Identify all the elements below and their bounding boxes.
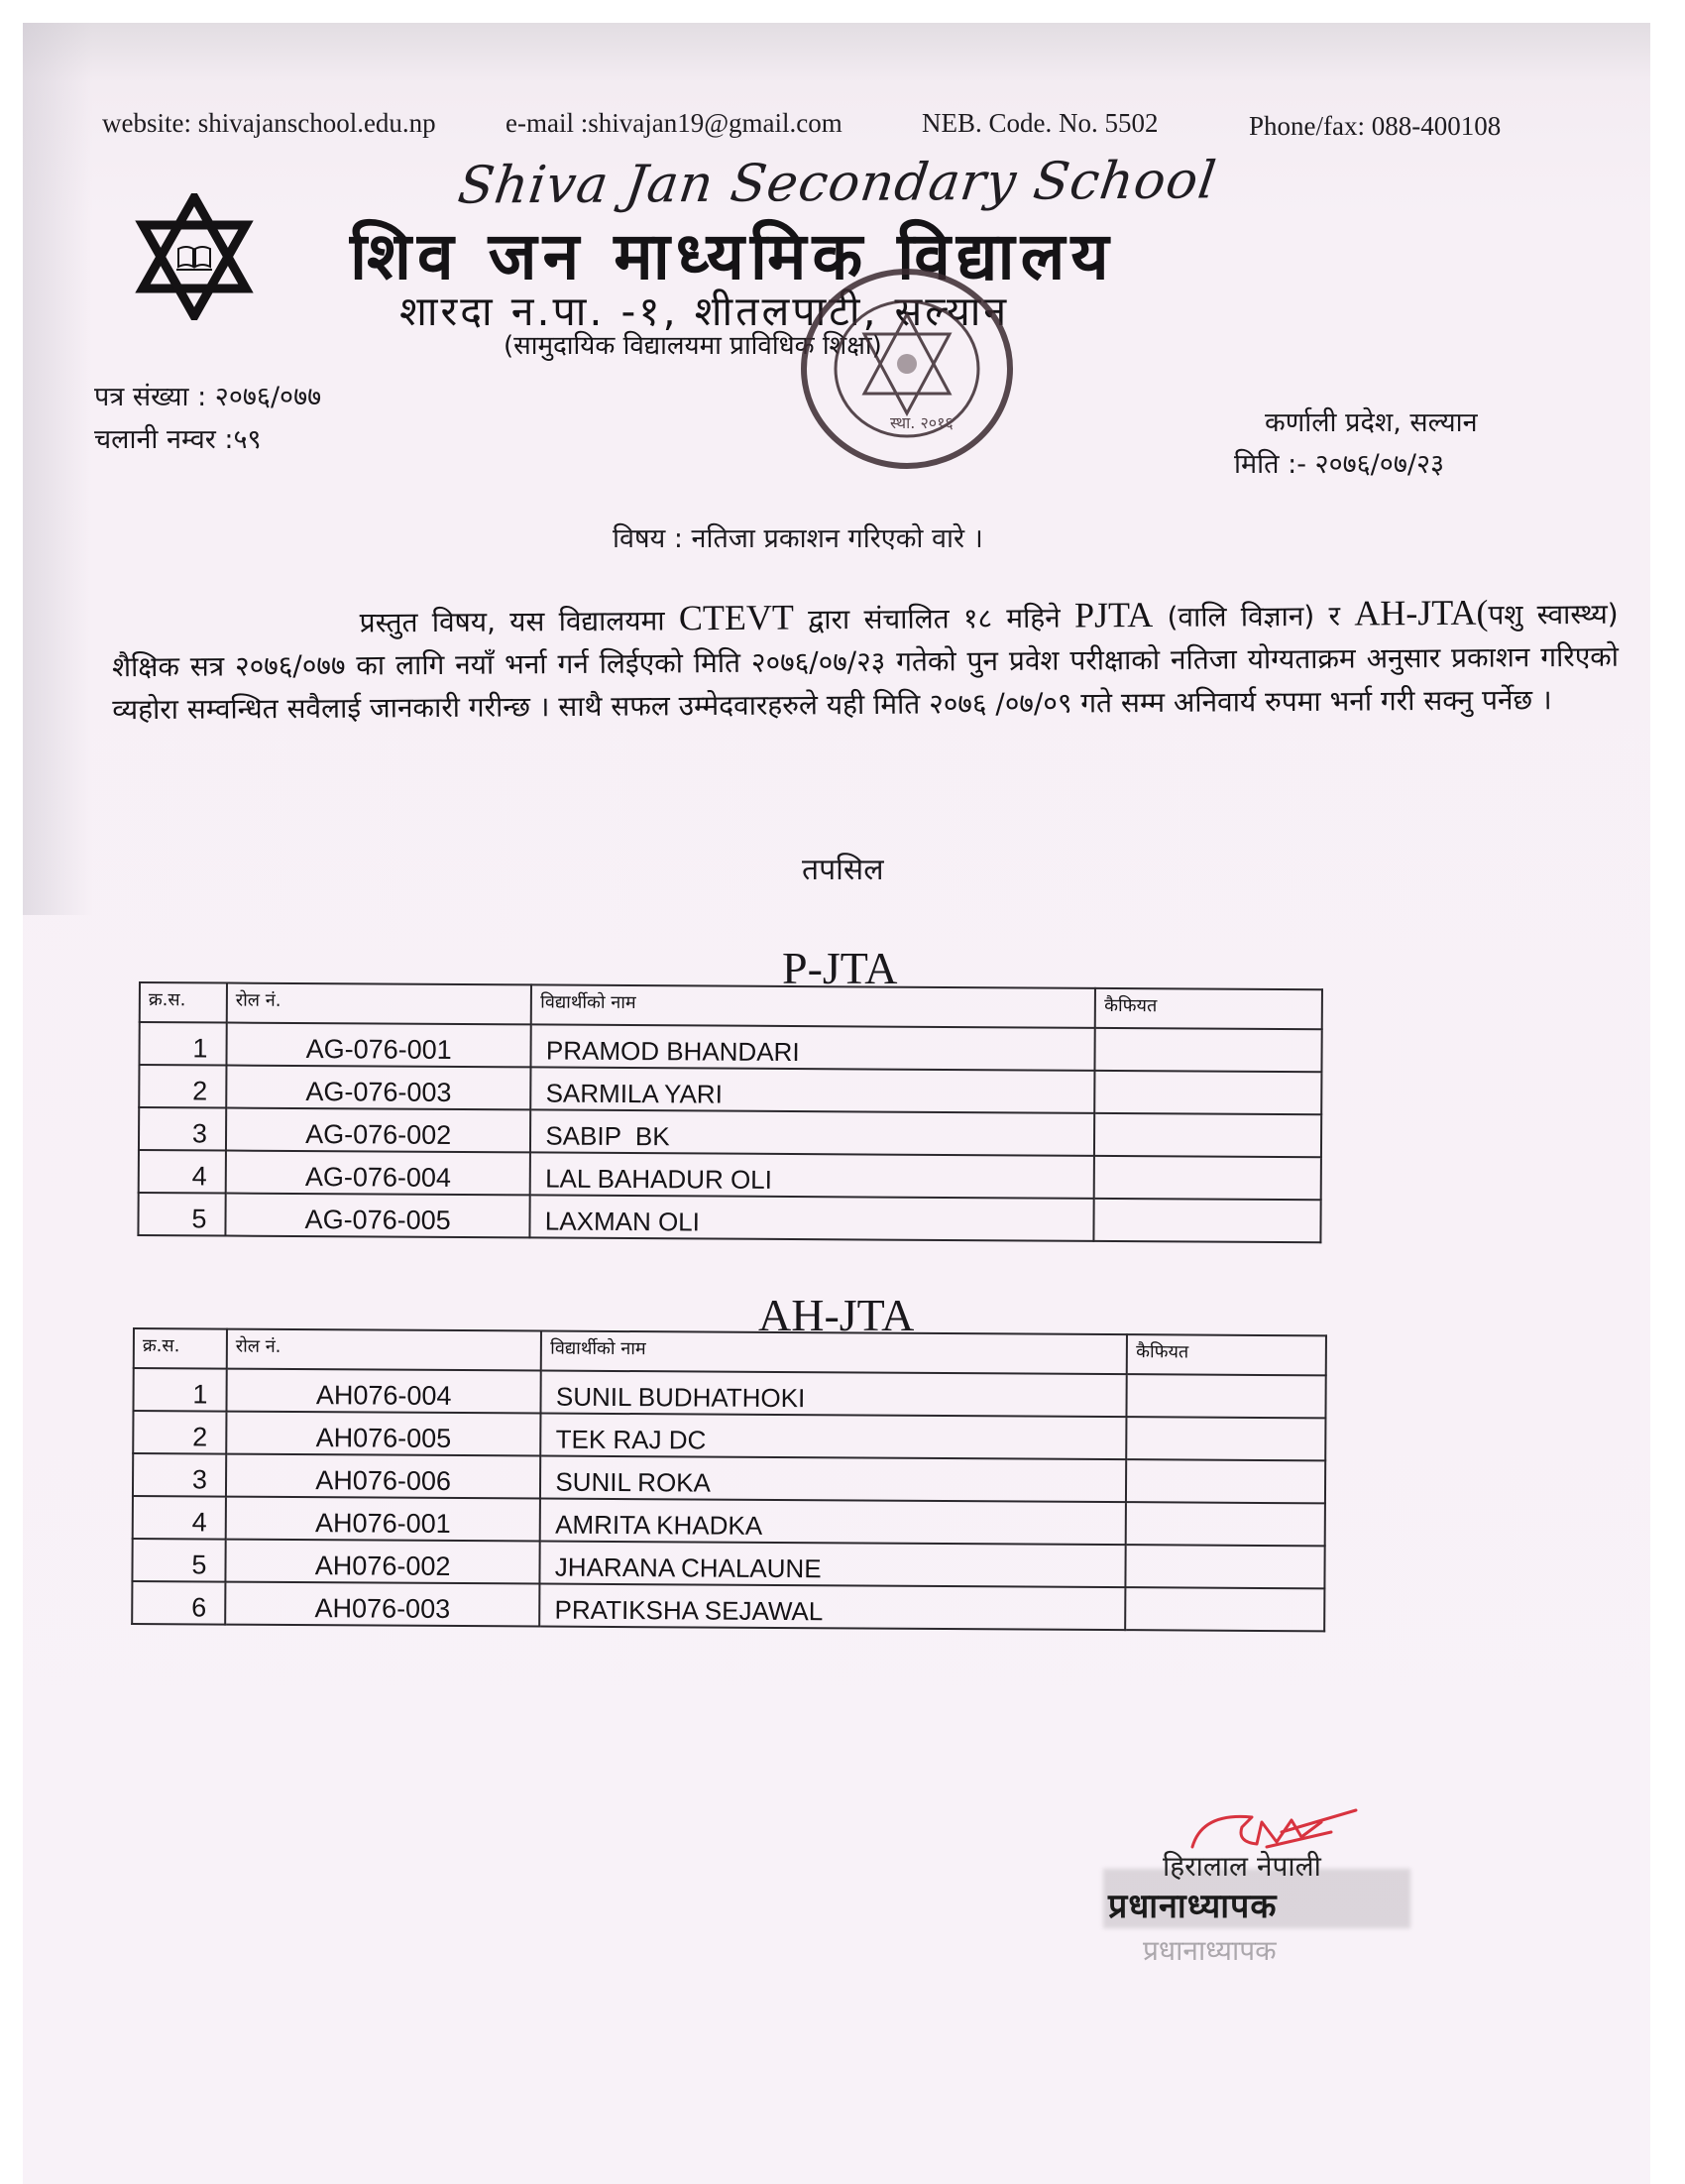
roll-cell: AH076-005 (226, 1412, 541, 1456)
stamp-faint-title: प्रधानाध्यापक (1143, 1934, 1277, 1967)
name-cell: PRATIKSHA SEJAWAL (539, 1584, 1125, 1631)
dispatch-number: चलानी नम्वर :५९ (94, 424, 262, 455)
body-pjta: PJTA (1073, 594, 1154, 635)
serial-cell: 1 (133, 1368, 226, 1412)
ahjta-table-title: AH-JTA (758, 1290, 915, 1340)
roll-cell: AH076-003 (225, 1582, 540, 1627)
header-name: विद्यार्थीको नाम (531, 984, 1095, 1027)
serial-cell: 3 (133, 1453, 226, 1497)
name-cell: SUNIL ROKA (540, 1456, 1126, 1503)
letter-number: पत्र संख्या : २०७६/०७७ (94, 382, 322, 412)
serial-cell: 3 (139, 1107, 226, 1151)
school-name-english: Shiva Jan Secondary School (454, 151, 1220, 216)
remarks-cell (1126, 1459, 1325, 1503)
header-serial: क्र.स. (140, 982, 227, 1023)
remarks-cell (1095, 1028, 1322, 1072)
remarks-cell (1127, 1417, 1326, 1460)
remarks-cell (1126, 1545, 1325, 1588)
body-text-3: (वालि विज्ञान) र (1167, 599, 1341, 633)
remarks-cell (1094, 1199, 1321, 1242)
body-text-1: प्रस्तुत विषय, यस विद्यालयमा (359, 604, 665, 639)
signatory-title: प्रधानाध्यापक (1108, 1887, 1278, 1926)
ahjta-result-table (131, 1327, 1327, 1632)
name-cell: SABIP BK (530, 1109, 1094, 1155)
serial-cell: 4 (133, 1496, 226, 1540)
header-serial: क्र.स. (134, 1328, 227, 1369)
remarks-cell (1095, 1071, 1322, 1114)
school-address: शारदा न.पा. -१, शीतलपाटी, सल्यान (399, 287, 1010, 335)
seal-established-text: स्था. २०१६ (890, 413, 954, 432)
table-row (132, 1581, 1324, 1631)
name-cell: PRAMOD BHANDARI (531, 1024, 1095, 1070)
star-book-emblem-icon (135, 193, 254, 320)
table-row (133, 1496, 1325, 1546)
roll-cell: AH076-006 (226, 1454, 541, 1499)
serial-cell: 5 (138, 1193, 225, 1236)
body-paragraph (112, 591, 1620, 732)
pjta-table-title: P-JTA (782, 943, 898, 993)
roll-cell: AG-076-003 (226, 1066, 531, 1110)
table-row (139, 1150, 1321, 1200)
signatory-name: हिरालाल नेपाली (1163, 1850, 1321, 1883)
header-roll: रोल नं. (227, 983, 532, 1025)
table-row (139, 1107, 1321, 1157)
roll-cell: AH076-001 (226, 1497, 541, 1542)
remarks-cell (1127, 1374, 1326, 1418)
remarks-cell (1094, 1156, 1321, 1200)
roll-cell: AG-076-005 (225, 1194, 530, 1238)
tapasil-heading: तपसिल (802, 853, 884, 887)
body-text-4: पशु स्वास्थ्य) शैक्षिक सत्र २०७६/०७७ का लागि नयाँ भर्ना गर्न लिईएको मिति २०७६/०७/२३ गतेको पुन प्रवेश परीक्षाको नतिजा योग्यताक्रम अनुसार प्रकाशन गरिएको व्यहोरा सम्वन्धित सवैलाई जानकारी गरीन्छ । साथै सफल उम्मेदवारहरुले यही मिति २०७६ /०७/०९ गते सम्म अनिवार्य रुपमा भर्ना गरी सक्नु पर्नेछ । (111, 597, 1620, 727)
remarks-cell (1094, 1113, 1321, 1157)
roll-cell: AG-076-001 (226, 1023, 531, 1068)
roll-cell: AG-076-004 (226, 1151, 531, 1196)
name-cell: SARMILA YARI (531, 1067, 1095, 1112)
serial-cell: 5 (132, 1539, 225, 1582)
remarks-cell (1126, 1502, 1325, 1546)
name-cell: TEK RAJ DC (541, 1414, 1127, 1460)
table-row (133, 1411, 1325, 1460)
pjta-result-table (137, 981, 1323, 1243)
roll-cell: AG-076-002 (226, 1108, 531, 1153)
neb-code-text: NEB. Code. No. 5502 (922, 108, 1159, 138)
province-text: कर्णाली प्रदेश, सल्यान (1265, 407, 1478, 438)
phone-text: Phone/fax: 088-400108 (1249, 111, 1502, 141)
serial-cell: 1 (139, 1022, 226, 1066)
subject-line: विषय : नतिजा प्रकाशन गरिएको वारे । (613, 523, 983, 554)
table-row (139, 1065, 1321, 1114)
name-cell: LAXMAN OLI (530, 1195, 1094, 1240)
website-text: website: shivajanschool.edu.np (102, 108, 436, 138)
header-roll: रोल नं. (227, 1329, 542, 1371)
name-cell: JHARANA CHALAUNE (540, 1542, 1126, 1588)
table-row (133, 1453, 1325, 1503)
roll-cell: AH076-002 (225, 1540, 540, 1584)
serial-cell: 4 (139, 1150, 226, 1194)
roll-cell: AH076-004 (226, 1369, 541, 1414)
serial-cell: 2 (139, 1065, 226, 1108)
body-ahjta: AH-JTA( (1354, 592, 1489, 633)
serial-cell: 6 (132, 1581, 225, 1625)
school-type: (सामुदायिक विद्यालयमा प्राविधिक शिक्षा) (504, 331, 882, 361)
table-row (133, 1368, 1325, 1418)
document-page (23, 23, 1650, 2184)
table-row (138, 1193, 1320, 1242)
header-name: विद्यार्थीको नाम (541, 1331, 1127, 1375)
name-cell: SUNIL BUDHATHOKI (541, 1371, 1127, 1418)
name-cell: LAL BAHADUR OLI (530, 1152, 1094, 1198)
name-cell: AMRITA KHADKA (540, 1499, 1126, 1546)
header-remarks: कैफियत (1095, 988, 1322, 1029)
body-text-2: द्वारा संचालित १८ महिने (808, 601, 1061, 636)
letter-date: मिति :- २०७६/०७/२३ (1234, 449, 1445, 480)
serial-cell: 2 (133, 1411, 226, 1454)
remarks-cell (1125, 1587, 1324, 1631)
email-text: e-mail :shivajan19@gmail.com (506, 108, 842, 138)
school-name-nepali: शिव जन माध्यमिक विद्यालय (350, 218, 1115, 294)
header-remarks: कैफियत (1127, 1334, 1326, 1375)
body-ctevt: CTEVT (678, 597, 794, 638)
table-row (139, 1022, 1321, 1072)
school-seal-stamp-icon (791, 265, 1024, 473)
table-row (132, 1539, 1324, 1588)
